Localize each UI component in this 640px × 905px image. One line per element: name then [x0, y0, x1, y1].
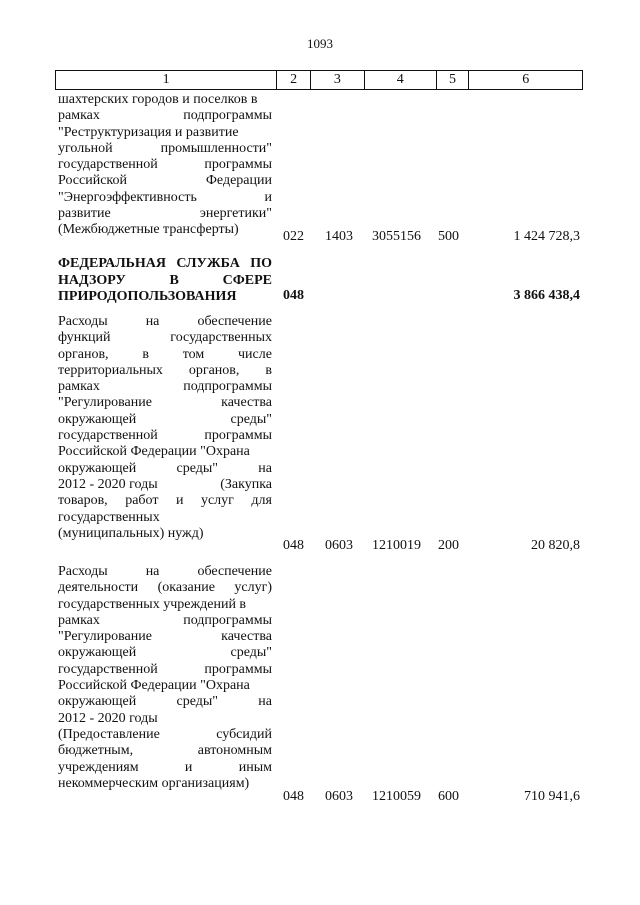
amount: 20 820,8 — [531, 538, 580, 553]
description-word: на — [145, 314, 160, 329]
description-line — [58, 412, 272, 428]
target-code: 1210019 — [372, 538, 421, 553]
description-word: подпрограммы — [183, 379, 272, 395]
description-line — [58, 477, 272, 493]
description-word: промышленности" — [160, 140, 272, 156]
description-word: среды" — [230, 645, 272, 661]
description-word: шахтерских городов и поселков в — [58, 92, 258, 107]
description-word: рамках — [58, 612, 100, 628]
description-word: рамках — [58, 108, 100, 124]
description-line — [58, 694, 272, 710]
description-word: функций — [58, 330, 111, 346]
description-line — [58, 141, 272, 157]
description-word: бюджетным, — [58, 743, 134, 759]
description-word: учреждениям — [58, 759, 139, 775]
description-word: "Регулирование — [58, 629, 152, 645]
description-line — [58, 379, 272, 395]
description-line — [58, 190, 272, 206]
description-line — [58, 125, 272, 141]
description-line — [58, 273, 272, 290]
description-word: "Энергоэффективность — [58, 189, 197, 205]
description-word: государственных учреждений в — [58, 596, 247, 612]
expense-type-code: 200 — [438, 538, 459, 553]
description-word: СФЕРЕ — [222, 272, 272, 288]
description-word: программы — [204, 157, 272, 173]
description-word: Расходы — [58, 564, 108, 579]
description-line — [58, 395, 272, 411]
description-line — [58, 645, 272, 661]
description-word: рамках — [58, 379, 100, 395]
description-line — [58, 461, 272, 477]
description-word: услуг — [200, 493, 234, 509]
description-line — [58, 444, 272, 460]
header-col-5: 5 — [436, 71, 469, 89]
expense-type-code: 600 — [438, 789, 459, 804]
description-word: ФЕДЕРАЛЬНАЯ — [58, 256, 167, 271]
table-header — [55, 70, 583, 90]
description-word: 2012 - 2020 годы — [58, 476, 158, 492]
description-line — [58, 314, 272, 330]
description-word: "Регулирование — [58, 395, 152, 411]
description-word: некоммерческим организациям) — [58, 775, 250, 791]
description-word: окружающей — [58, 460, 137, 476]
description-word: деятельности — [58, 580, 139, 596]
header-col-2: 2 — [276, 71, 310, 89]
description-word: развитие — [58, 206, 111, 222]
description-line — [58, 510, 272, 526]
section-code: 0603 — [325, 789, 353, 804]
description-line — [58, 597, 272, 613]
description-word: ПО — [250, 256, 272, 271]
description-line — [58, 363, 272, 379]
ministry-code: 048 — [283, 538, 304, 553]
description-line — [58, 662, 272, 678]
description-word: СЛУЖБА — [176, 256, 240, 271]
description-word: и — [264, 189, 272, 205]
header-col-4: 4 — [364, 71, 436, 89]
description-line — [58, 256, 272, 273]
description-word: органов, — [188, 362, 240, 378]
description-word: Российской — [58, 173, 127, 189]
description-word: иным — [238, 759, 272, 775]
description-word: программы — [204, 661, 272, 677]
description-word: государственной — [58, 157, 158, 173]
description-line — [58, 157, 272, 173]
description-word: том — [182, 346, 205, 362]
row-description — [58, 92, 272, 239]
target-code: 3055156 — [372, 229, 421, 244]
description-line — [58, 564, 272, 580]
description-word: субсидий — [216, 726, 272, 742]
expense-type-code: 500 — [438, 229, 459, 244]
description-word: (Предоставление — [58, 726, 160, 742]
description-word: Российской Федерации "Охрана — [58, 678, 250, 694]
description-word: В — [169, 272, 179, 288]
row-description — [58, 314, 272, 542]
description-line — [58, 428, 272, 444]
ministry-code: 048 — [283, 288, 304, 303]
section-code: 1403 — [325, 229, 353, 244]
description-line — [58, 108, 272, 124]
description-line — [58, 330, 272, 346]
description-line — [58, 92, 272, 108]
description-word: Российской Федерации "Охрана — [58, 444, 250, 460]
description-word: органов, — [58, 346, 109, 362]
description-word: качества — [221, 629, 272, 645]
description-word: "Реструктуризация и развитие — [58, 124, 239, 140]
description-word: автономным — [197, 743, 272, 759]
amount: 3 866 438,4 — [513, 288, 580, 303]
description-line — [58, 493, 272, 509]
description-word: числе — [238, 346, 272, 362]
description-word: НАДЗОРУ — [58, 272, 126, 288]
description-line — [58, 613, 272, 629]
description-word: (оказание — [157, 580, 215, 596]
description-word: товаров, — [58, 493, 108, 509]
description-word: окружающей — [58, 645, 137, 661]
description-word: и — [175, 493, 184, 509]
description-line — [58, 629, 272, 645]
description-word: подпрограммы — [183, 612, 272, 628]
description-word: на — [145, 564, 160, 579]
description-word: на — [258, 460, 272, 476]
agency-heading — [58, 256, 272, 306]
description-line — [58, 678, 272, 694]
description-word: среды" — [176, 460, 219, 476]
description-line — [58, 289, 272, 306]
description-word: программы — [204, 428, 272, 444]
description-word: в — [142, 346, 149, 362]
description-word: 2012 - 2020 годы — [58, 710, 158, 726]
description-word: (Закупка — [220, 476, 272, 492]
description-word: среды" — [176, 694, 219, 710]
description-word: в — [265, 362, 272, 378]
description-word: окружающей — [58, 411, 137, 427]
description-line — [58, 711, 272, 727]
page-number: 1093 — [307, 36, 333, 51]
description-line — [58, 347, 272, 363]
description-line — [58, 760, 272, 776]
description-word: обеспечение — [197, 314, 272, 329]
description-word: (муниципальных) нужд) — [58, 525, 204, 541]
description-word: государственных — [170, 330, 272, 346]
description-word: ПРИРОДОПОЛЬЗОВАНИЯ — [58, 289, 237, 304]
description-word: энергетики" — [199, 206, 272, 222]
header-col-6: 6 — [468, 71, 582, 89]
target-code: 1210059 — [372, 789, 421, 804]
description-word: государственной — [58, 428, 158, 444]
section-code: 0603 — [325, 538, 353, 553]
description-line — [58, 727, 272, 743]
header-col-1: 1 — [162, 72, 170, 87]
description-line — [58, 526, 272, 542]
description-word: качества — [221, 395, 272, 411]
description-word: угольной — [58, 140, 113, 156]
header-col-3: 3 — [310, 71, 364, 89]
description-line — [58, 222, 272, 238]
amount: 1 424 728,3 — [513, 229, 580, 244]
description-line — [58, 776, 272, 792]
description-word: на — [258, 694, 272, 710]
description-line — [58, 206, 272, 222]
row-description — [58, 564, 272, 792]
description-word: территориальных — [58, 362, 163, 378]
description-word: обеспечение — [197, 564, 272, 579]
description-word: подпрограммы — [183, 108, 272, 124]
ministry-code: 022 — [283, 229, 304, 244]
description-word: окружающей — [58, 694, 137, 710]
description-word: (Межбюджетные трансферты) — [58, 222, 239, 238]
ministry-code: 048 — [283, 789, 304, 804]
description-word: среды" — [230, 411, 272, 427]
description-word: работ — [125, 493, 159, 509]
description-word: и — [184, 759, 193, 775]
description-word: Расходы — [58, 314, 108, 329]
description-line — [58, 580, 272, 596]
description-word: государственной — [58, 661, 158, 677]
description-word: услуг) — [234, 580, 272, 596]
description-word: Федерации — [205, 173, 272, 189]
description-word: государственных — [58, 509, 160, 525]
amount: 710 941,6 — [524, 789, 580, 804]
description-word: для — [251, 493, 272, 509]
description-line — [58, 743, 272, 759]
description-line — [58, 173, 272, 189]
